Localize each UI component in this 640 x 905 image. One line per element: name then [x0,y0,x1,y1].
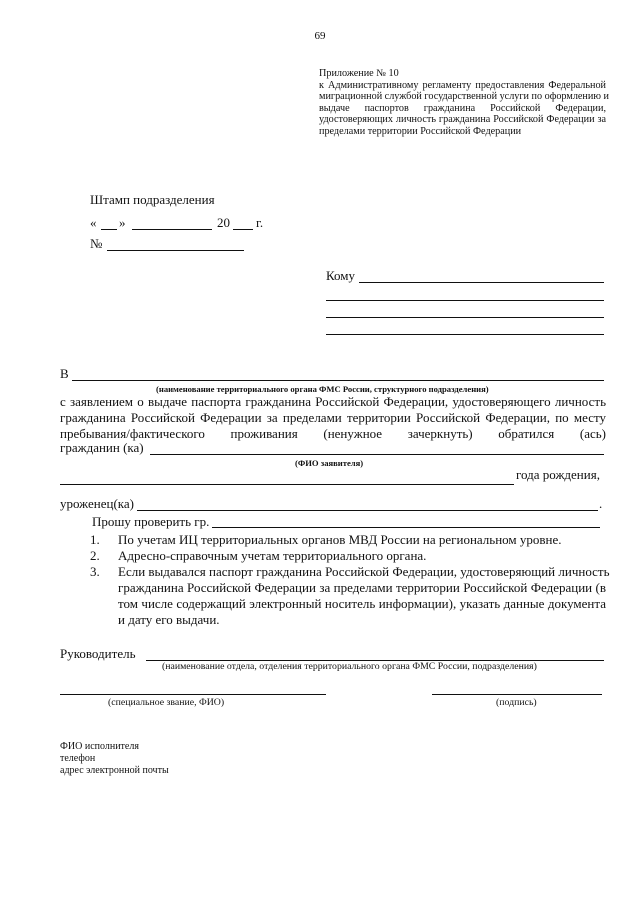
addressee-field[interactable] [326,334,604,335]
appendix-header [319,68,609,138]
request-person-field[interactable] [212,527,600,528]
list-item-text: По учетам ИЦ территориальных органов МВД России на региональном уровне. [118,532,562,547]
checks-list [90,532,610,628]
request-label: Прошу проверить гр. [92,514,210,529]
addressee-field[interactable] [359,282,604,283]
list-item-text: гражданина Российской Федерации за пределами территории Российской Федерации (в [118,580,606,595]
appendix-line: выдаче паспортов гражданина Российской Федерации, [319,102,606,114]
list-item [90,564,610,628]
date-month-field[interactable] [132,229,212,230]
recipient-organ-field[interactable] [72,380,604,381]
head-label: Руководитель [60,646,136,661]
appendix-title: Приложение № 10 [319,68,399,79]
list-item [90,548,606,564]
appendix-line: к Административному регламенту предоставления Федеральной [319,79,606,91]
list-item-text: том числе содержащий электронный носитель информации), указать данные документа [118,596,606,611]
rank-name-caption: (специальное звание, ФИО) [108,697,225,708]
page-number: 69 [314,30,326,42]
stamp-label: Штамп подразделения [90,192,215,207]
date-day-field[interactable] [101,229,117,230]
executor-block [60,741,169,777]
body-line: пребывания/фактического проживания (ненужное зачеркнуть) обратился (ась) [60,426,606,441]
birth-year-label: года рождения, [516,467,600,482]
date-year-suffix: г. [256,215,264,230]
signature-caption: (подпись) [496,697,537,708]
citizen-name-field[interactable] [150,454,604,455]
date-close-quote: » [119,215,126,230]
addressee-label: Кому [326,268,356,283]
native-label: уроженец(ка) [60,496,134,511]
document-number-field[interactable] [107,250,244,251]
native-end-dot: . [599,496,603,511]
signature-field[interactable] [432,694,602,695]
list-item-number: 1. [90,532,100,547]
appendix-line: пределами территории Российской Федерации [319,125,522,137]
fio-caption: (ФИО заявителя) [295,458,364,468]
citizen-name-cont-field[interactable] [60,484,514,485]
body-line: гражданина Российской Федерации за пределами территории Российской Федерации, по месту [60,410,606,425]
appendix-line: удостоверяющих личность гражданина Российской Федерации за [319,114,606,126]
number-sign: № [90,236,103,251]
date-year-field[interactable] [233,229,253,230]
application-text [60,394,606,442]
addressee-field[interactable] [326,300,604,301]
recipient-prefix: В [60,366,69,381]
head-caption: (наименование отдела, отделения территориального органа ФМС России, подразделения) [162,661,537,672]
date-open-quote: « [90,215,97,230]
date-year-prefix: 20 [217,215,230,230]
recipient-caption: (наименование территориального органа ФМС России, структурного подразделения) [156,384,489,394]
appendix-line: миграционной службой государственной услуги по оформлению и [319,91,609,103]
citizen-label: гражданин (ка) [60,440,144,455]
executor-email-label: адрес электронной почты [60,765,169,776]
list-item-number: 3. [90,564,100,579]
list-item-text: Адресно-справочным учетам территориального органа. [118,548,427,563]
birthplace-field[interactable] [137,510,598,511]
executor-name-label: ФИО исполнителя [60,741,139,752]
rank-name-field[interactable] [60,694,326,695]
executor-phone-label: телефон [60,753,96,764]
list-item-text: Если выдавался паспорт гражданина Российской Федерации, удостоверяющий личность [118,564,610,579]
addressee-field[interactable] [326,317,604,318]
list-item-text: и дату его выдачи. [118,612,220,627]
list-item-number: 2. [90,548,100,563]
list-item [90,532,606,548]
body-line: с заявлением о выдаче паспорта гражданина Российской Федерации, удостоверяющего личность [60,394,606,409]
